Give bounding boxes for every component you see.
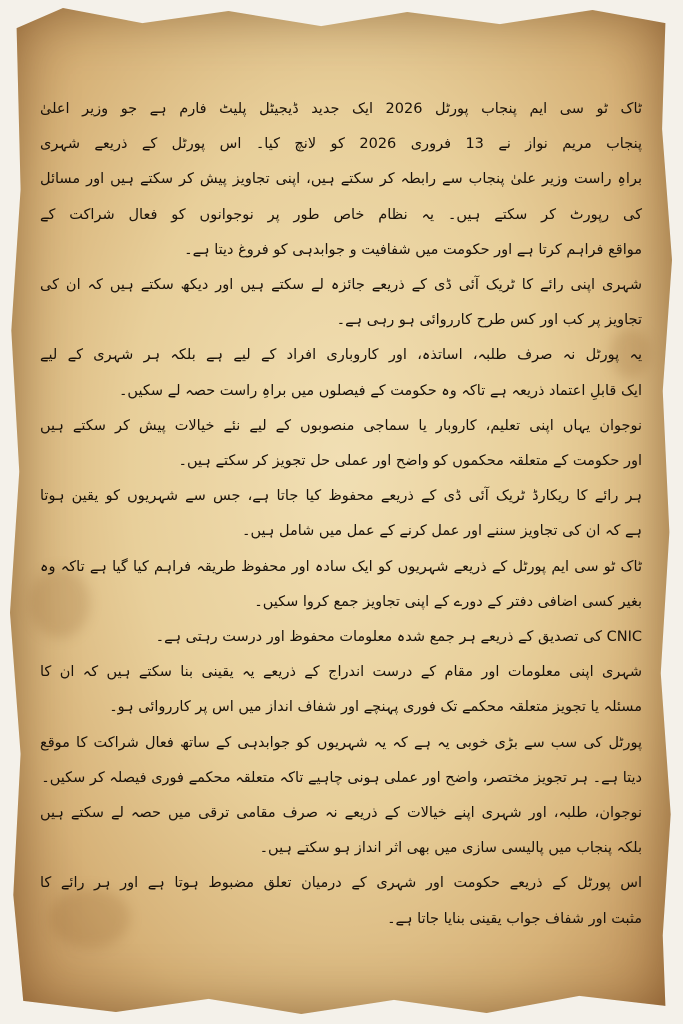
text-line: ٹاک ٹو سی ایم پنجاب پورٹل 2026 ایک جدید ڈیجیٹل پلیٹ فارم ہے جو وزیر اعلیٰ [40, 101, 642, 117]
text-line: ٹاک ٹو سی ایم پورٹل کے ذریعے شہریوں کو ایک سادہ اور محفوظ طریقہ فراہم کیا گیا ہے تاکہ وہ [40, 558, 642, 575]
text-line: مثبت اور شفاف جواب یقینی بنایا جاتا ہے۔ [387, 910, 642, 927]
paragraph [40, 796, 642, 866]
paragraph [40, 866, 642, 936]
document-body [40, 92, 642, 937]
paragraph [40, 620, 642, 655]
text-line: بغیر کسی اضافی دفتر کے دورے کے اپنی تجاویز جمع کروا سکیں۔ [254, 593, 642, 610]
text-line: اس پورٹل کے ذریعے حکومت اور شہری کے درمیان تعلق مضبوط ہوتا ہے اور ہر رائے کا [40, 875, 642, 892]
text-line: ایک قابلِ اعتماد ذریعہ ہے تاکہ وہ حکومت کے فیصلوں میں براہِ راست حصہ لے سکیں۔ [118, 382, 642, 399]
paragraph [40, 92, 642, 268]
text-line: کی رپورٹ کر سکتے ہیں۔ یہ نظام خاص طور پر نوجوانوں کو فعال شراکت کے [40, 206, 642, 223]
paragraph [40, 655, 642, 725]
text-line: ہے کہ ان کی تجاویز سننے اور عمل کرنے کے عمل میں شامل ہیں۔ [241, 523, 642, 540]
text-line: نوجوان یہاں اپنی تعلیم، کاروبار یا سماجی منصوبوں کے لیے نئے خیالات پیش کر سکتے ہیں [40, 417, 642, 434]
text-line: نوجوان، طلبہ، اور شہری اپنے خیالات کے ذریعے نہ صرف مقامی ترقی میں حصہ لے سکتے ہیں [40, 805, 642, 822]
text-line: ہر رائے کا ریکارڈ ٹریک آئی ڈی کے ذریعے محفوظ کیا جاتا ہے، جس سے شہریوں کو یقین ہوتا [40, 488, 642, 505]
text-line: مسئلہ یا تجویز متعلقہ محکمے تک فوری پہنچے اور شفاف انداز میں اس پر کارروائی ہو۔ [109, 699, 642, 716]
text-line: شہری اپنی معلومات اور مقام کے درست اندراج کے ذریعے یہ یقینی بنا سکتے ہیں کہ ان کا [40, 664, 642, 681]
text-line: پنجاب مریم نواز نے 13 فروری 2026 کو لانچ کیا۔ اس پورٹل کے ذریعے شہری [40, 136, 642, 153]
paragraph [40, 726, 642, 796]
text-line: پورٹل کی سب سے بڑی خوبی یہ ہے کہ یہ شہریوں کو جوابدہی کے ساتھ فعال شراکت کا موقع [40, 734, 642, 751]
text-line: یہ پورٹل نہ صرف طلبہ، اساتذہ، اور کاروباری افراد کے لیے ہے بلکہ ہر شہری کے لیے [40, 347, 642, 364]
paragraph [40, 338, 642, 408]
text-line: بلکہ پنجاب میں پالیسی سازی میں بھی اثر انداز ہو سکتے ہیں۔ [259, 840, 642, 857]
text-line: دیتا ہے۔ ہر تجویز مختصر، واضح اور عملی ہونی چاہیے تاکہ متعلقہ محکمے فوری فیصلہ کر سکیں۔ [41, 769, 642, 786]
text-line: شہری اپنی رائے کا ٹریک آئی ڈی کے ذریعے جائزہ لے سکتے ہیں اور دیکھ سکتے ہیں کہ ان کی [40, 277, 642, 294]
text-line: اور حکومت کے متعلقہ محکموں کو واضح اور عملی حل تجویز کر سکتے ہیں۔ [178, 453, 642, 470]
paragraph [40, 479, 642, 549]
text-line: CNIC کی تصدیق کے ذریعے ہر جمع شدہ معلومات محفوظ اور درست رہتی ہے۔ [155, 629, 642, 646]
paragraph [40, 550, 642, 620]
paragraph [40, 409, 642, 479]
text-line: براہِ راست وزیر علیٰ پنجاب سے رابطہ کر سکتے ہیں، اپنی تجاویز پیش کر سکتے ہیں اور مسائل [40, 171, 642, 188]
text-line: تجاویز پر کب اور کس طرح کارروائی ہو رہی ہے۔ [336, 312, 642, 329]
paragraph [40, 268, 642, 338]
text-line: مواقع فراہم کرتا ہے اور حکومت میں شفافیت و جوابدہی کو فروغ دیتا ہے۔ [184, 241, 642, 258]
